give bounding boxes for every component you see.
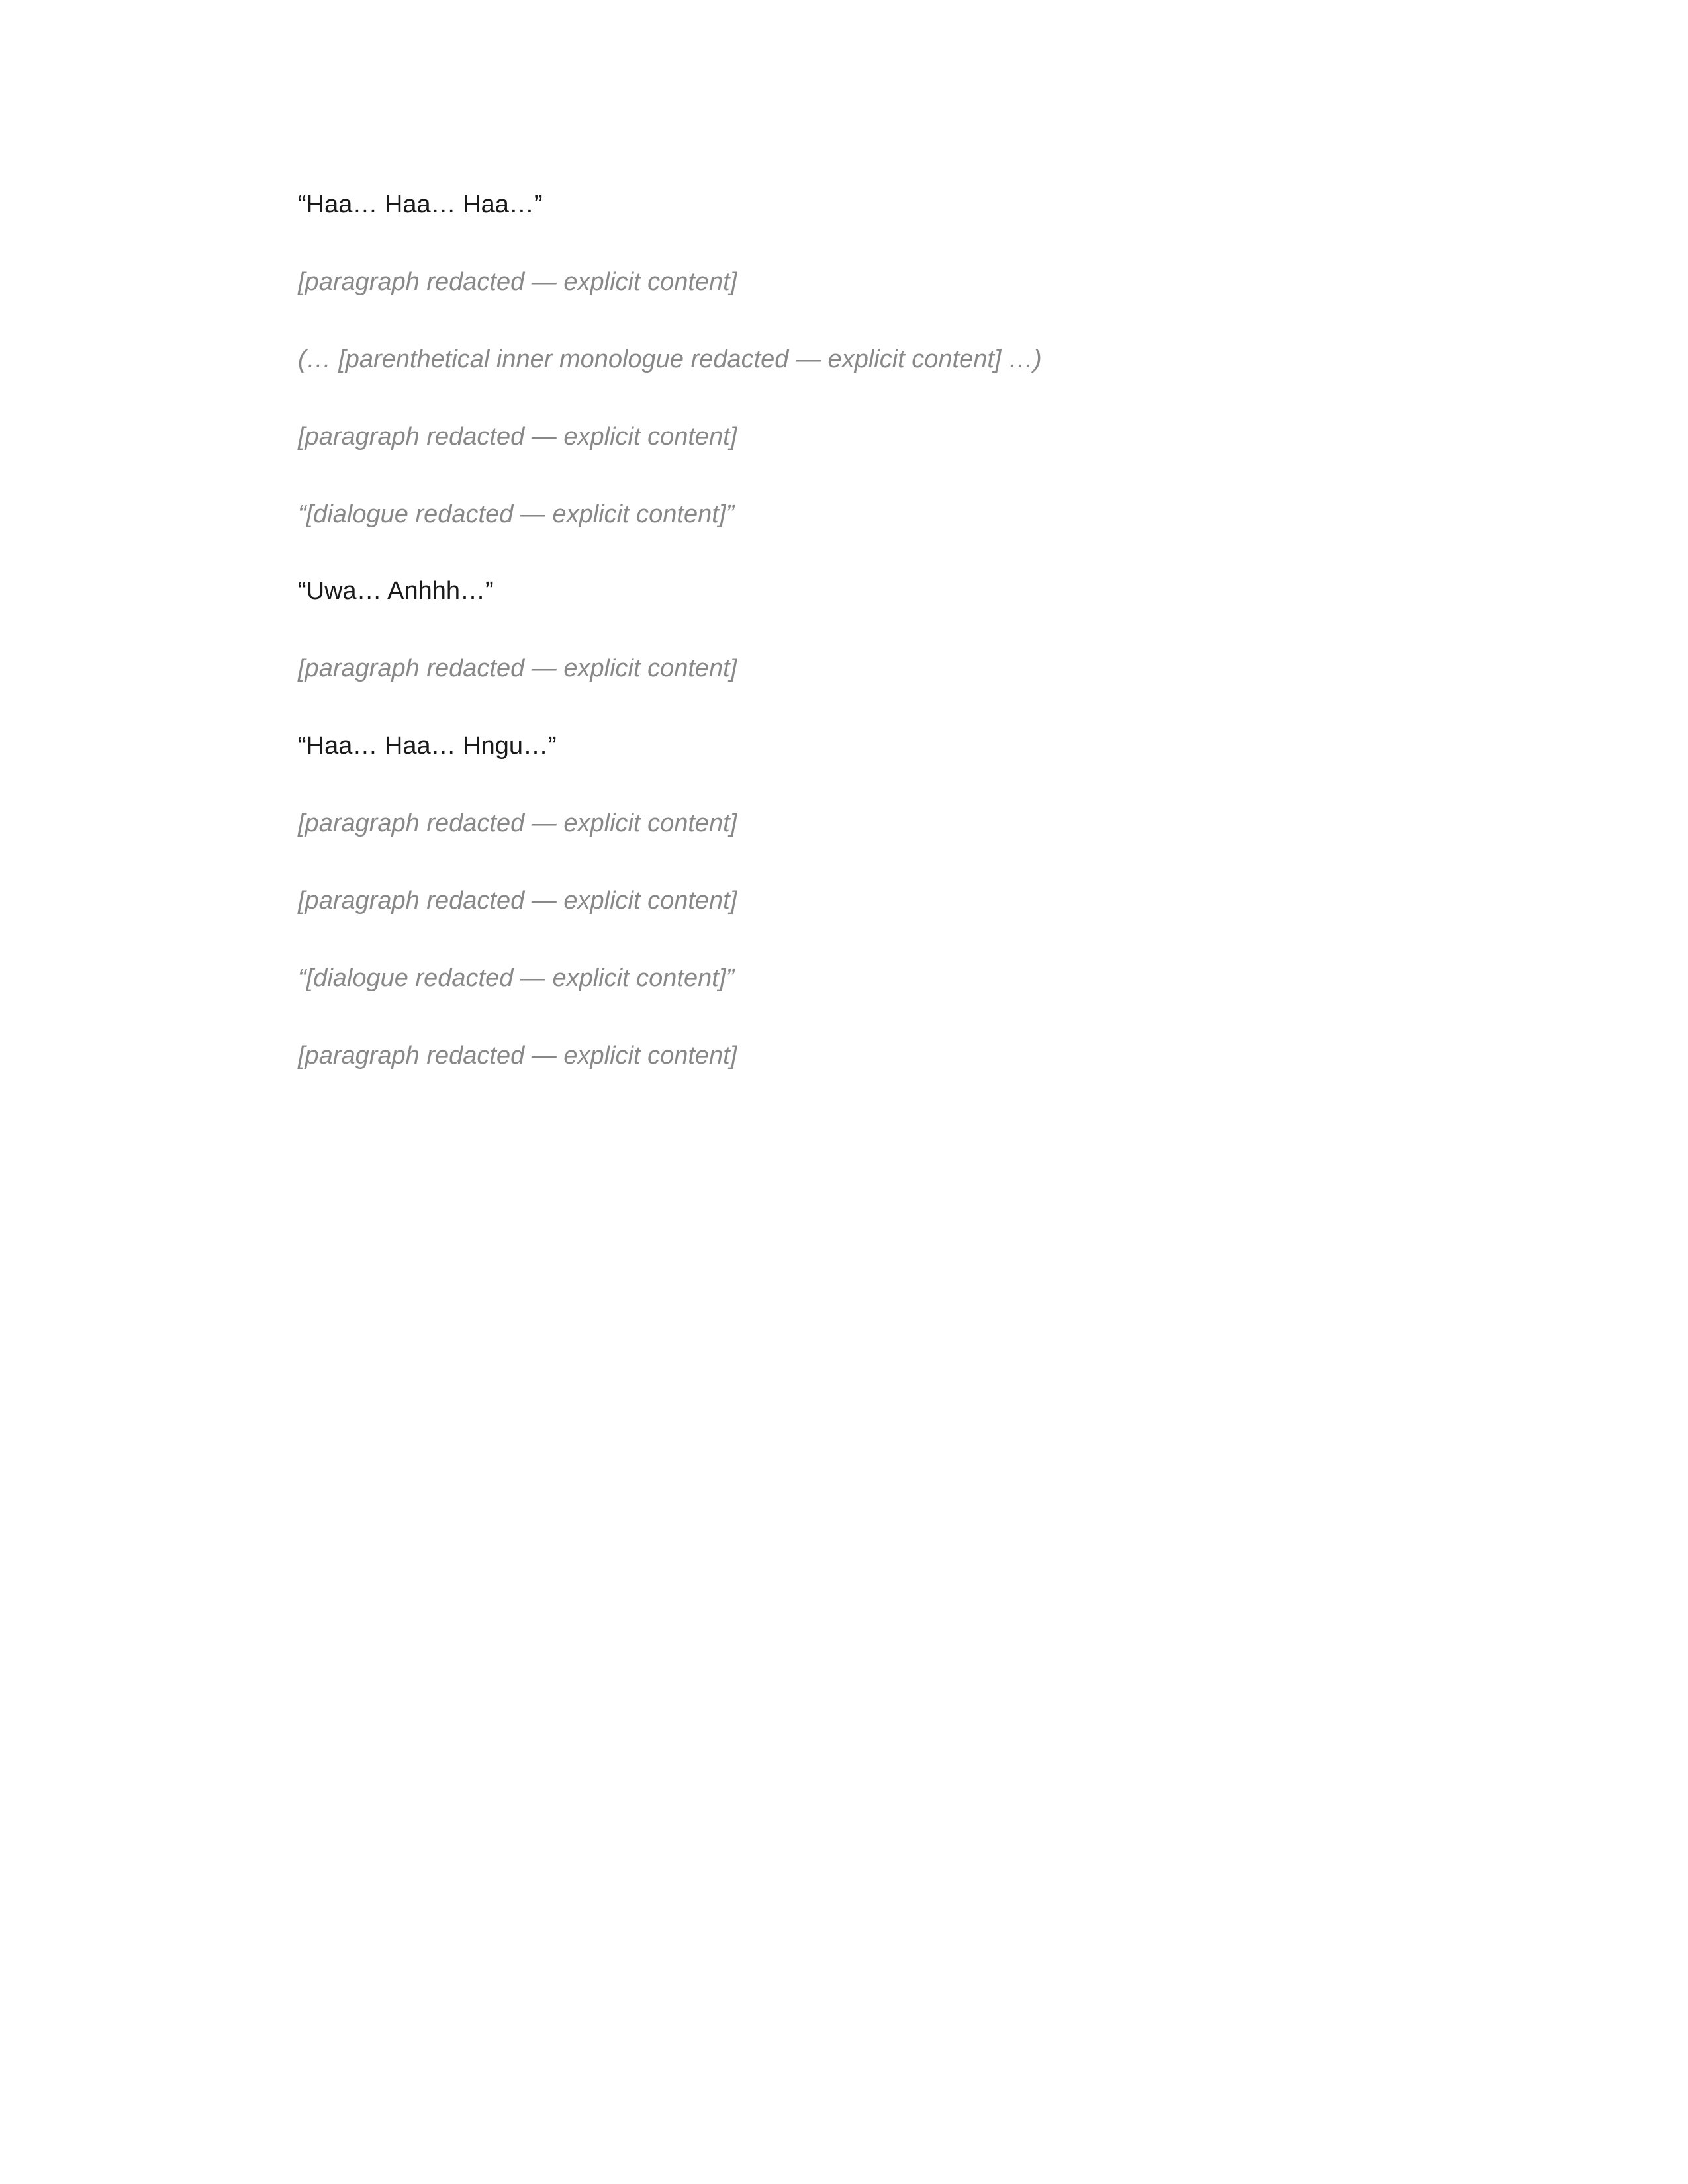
paragraph-text: “[dialogue redacted — explicit content]”	[298, 964, 735, 992]
paragraph-text: [paragraph redacted — explicit content]	[298, 422, 737, 451]
interjection-line	[199, 185, 1489, 224]
body-paragraph	[199, 1036, 1489, 1075]
body-paragraph	[199, 495, 1489, 534]
paragraph-text: [paragraph redacted — explicit content]	[298, 655, 737, 683]
paragraph-text: “Uwa… Anhhh…”	[298, 577, 494, 606]
paragraph-text: (… [parenthetical inner monologue redacted — explicit content] …)	[298, 345, 1042, 373]
paragraph-text: [paragraph redacted — explicit content]	[298, 267, 737, 296]
interjection-line	[199, 727, 1489, 766]
paragraph-text: [paragraph redacted — explicit content]	[298, 809, 737, 838]
body-paragraph	[199, 882, 1489, 921]
body-paragraph	[199, 263, 1489, 302]
body-paragraph	[199, 340, 1489, 379]
body-paragraph	[199, 804, 1489, 843]
body-paragraph	[199, 418, 1489, 457]
body-paragraph	[199, 959, 1489, 998]
body-paragraph	[199, 649, 1489, 688]
interjection-line	[199, 572, 1489, 611]
paragraph-text: [paragraph redacted — explicit content]	[298, 1041, 737, 1069]
paragraph-text: “[dialogue redacted — explicit content]”	[298, 500, 735, 528]
paragraph-container	[199, 185, 1489, 1075]
paragraph-text: [paragraph redacted — explicit content]	[298, 887, 737, 915]
paragraph-text: “Haa… Haa… Haa…”	[298, 191, 543, 218]
paragraph-text: “Haa… Haa… Hngu…”	[298, 732, 557, 760]
